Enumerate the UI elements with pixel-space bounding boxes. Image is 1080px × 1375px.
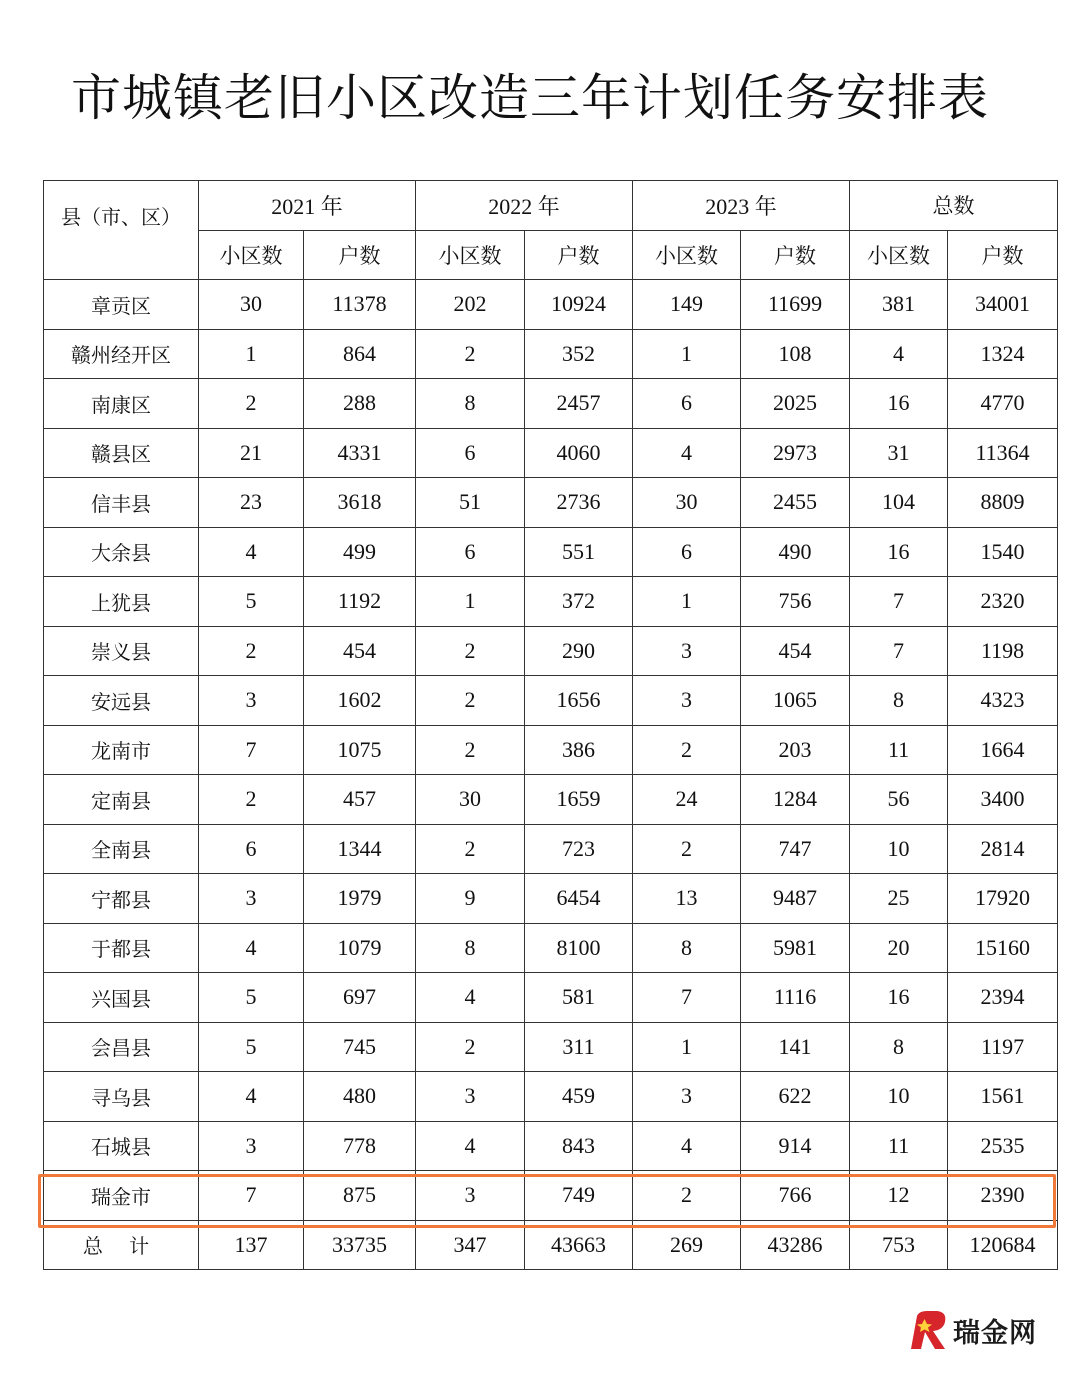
communities-cell: 16	[850, 973, 948, 1023]
communities-cell: 2	[633, 725, 741, 775]
households-header: 户数	[948, 230, 1058, 280]
communities-cell: 16	[850, 527, 948, 577]
households-cell: 43286	[741, 1220, 850, 1270]
logo-text: 瑞金网	[953, 1317, 1037, 1349]
county-name: 南康区	[44, 379, 199, 429]
communities-cell: 2	[416, 1022, 525, 1072]
households-cell: 778	[304, 1121, 416, 1171]
site-logo	[905, 1308, 1037, 1352]
communities-cell: 347	[416, 1220, 525, 1270]
communities-cell: 7	[199, 1171, 304, 1221]
households-cell: 1540	[948, 527, 1058, 577]
communities-cell: 6	[633, 379, 741, 429]
households-cell: 11378	[304, 280, 416, 330]
communities-cell: 7	[633, 973, 741, 1023]
households-cell: 1659	[525, 775, 633, 825]
communities-cell: 6	[633, 527, 741, 577]
households-cell: 108	[741, 329, 850, 379]
communities-cell: 8	[416, 923, 525, 973]
communities-cell: 2	[416, 824, 525, 874]
households-cell: 311	[525, 1022, 633, 1072]
households-cell: 756	[741, 577, 850, 627]
county-name: 大余县	[44, 527, 199, 577]
households-cell: 581	[525, 973, 633, 1023]
table-row	[44, 973, 1058, 1023]
communities-cell: 2	[199, 626, 304, 676]
households-cell: 914	[741, 1121, 850, 1171]
table-row	[44, 626, 1058, 676]
communities-cell: 1	[416, 577, 525, 627]
households-cell: 1344	[304, 824, 416, 874]
communities-cell: 11	[850, 725, 948, 775]
households-cell: 490	[741, 527, 850, 577]
communities-cell: 4	[199, 1072, 304, 1122]
households-cell: 3400	[948, 775, 1058, 825]
households-cell: 386	[525, 725, 633, 775]
communities-cell: 51	[416, 478, 525, 528]
households-cell: 1075	[304, 725, 416, 775]
communities-cell: 1	[633, 329, 741, 379]
households-cell: 745	[304, 1022, 416, 1072]
table-row	[44, 1171, 1058, 1221]
households-cell: 766	[741, 1171, 850, 1221]
communities-cell: 8	[633, 923, 741, 973]
households-cell: 499	[304, 527, 416, 577]
households-cell: 2973	[741, 428, 850, 478]
communities-cell: 3	[199, 874, 304, 924]
households-cell: 120684	[948, 1220, 1058, 1270]
households-cell: 864	[304, 329, 416, 379]
communities-cell: 12	[850, 1171, 948, 1221]
communities-cell: 10	[850, 1072, 948, 1122]
households-cell: 4770	[948, 379, 1058, 429]
table-row	[44, 1121, 1058, 1171]
communities-cell: 4	[633, 428, 741, 478]
communities-cell: 1	[633, 1022, 741, 1072]
households-cell: 5981	[741, 923, 850, 973]
table-row	[44, 527, 1058, 577]
communities-cell: 4	[199, 923, 304, 973]
communities-cell: 2	[416, 626, 525, 676]
county-name: 安远县	[44, 676, 199, 726]
communities-header: 小区数	[633, 230, 741, 280]
households-cell: 2394	[948, 973, 1058, 1023]
communities-cell: 4	[416, 1121, 525, 1171]
communities-cell: 2	[416, 725, 525, 775]
households-cell: 290	[525, 626, 633, 676]
county-name: 赣州经开区	[44, 329, 199, 379]
communities-cell: 23	[199, 478, 304, 528]
communities-cell: 2	[199, 775, 304, 825]
communities-header: 小区数	[416, 230, 525, 280]
households-header: 户数	[304, 230, 416, 280]
table-row	[44, 775, 1058, 825]
table-row	[44, 379, 1058, 429]
households-cell: 33735	[304, 1220, 416, 1270]
households-cell: 8100	[525, 923, 633, 973]
households-cell: 454	[304, 626, 416, 676]
communities-cell: 30	[633, 478, 741, 528]
total-row	[44, 1220, 1058, 1270]
county-name: 宁都县	[44, 874, 199, 924]
households-cell: 3618	[304, 478, 416, 528]
county-name: 龙南市	[44, 725, 199, 775]
households-cell: 697	[304, 973, 416, 1023]
communities-cell: 2	[633, 1171, 741, 1221]
households-cell: 2390	[948, 1171, 1058, 1221]
county-name: 于都县	[44, 923, 199, 973]
county-name: 章贡区	[44, 280, 199, 330]
communities-cell: 5	[199, 1022, 304, 1072]
communities-cell: 1	[633, 577, 741, 627]
households-cell: 4331	[304, 428, 416, 478]
communities-cell: 3	[633, 626, 741, 676]
communities-cell: 9	[416, 874, 525, 924]
table-row	[44, 1072, 1058, 1122]
communities-cell: 381	[850, 280, 948, 330]
total-label: 总 计	[44, 1220, 199, 1270]
communities-cell: 7	[850, 577, 948, 627]
households-cell: 10924	[525, 280, 633, 330]
households-cell: 749	[525, 1171, 633, 1221]
households-cell: 2736	[525, 478, 633, 528]
households-cell: 622	[741, 1072, 850, 1122]
households-cell: 480	[304, 1072, 416, 1122]
communities-cell: 7	[199, 725, 304, 775]
communities-cell: 16	[850, 379, 948, 429]
households-cell: 2025	[741, 379, 850, 429]
households-cell: 11364	[948, 428, 1058, 478]
households-cell: 2455	[741, 478, 850, 528]
county-name: 会昌县	[44, 1022, 199, 1072]
households-cell: 1116	[741, 973, 850, 1023]
table-row	[44, 329, 1058, 379]
communities-cell: 11	[850, 1121, 948, 1171]
communities-cell: 4	[850, 329, 948, 379]
communities-cell: 6	[199, 824, 304, 874]
total-header: 总数	[850, 181, 1058, 231]
communities-cell: 20	[850, 923, 948, 973]
communities-cell: 3	[416, 1072, 525, 1122]
households-cell: 2320	[948, 577, 1058, 627]
county-name: 赣县区	[44, 428, 199, 478]
communities-cell: 30	[416, 775, 525, 825]
households-cell: 1192	[304, 577, 416, 627]
households-cell: 4323	[948, 676, 1058, 726]
households-cell: 6454	[525, 874, 633, 924]
households-cell: 1284	[741, 775, 850, 825]
communities-cell: 8	[850, 676, 948, 726]
households-cell: 1979	[304, 874, 416, 924]
table-row	[44, 280, 1058, 330]
county-column-header: 县（市、区）	[44, 181, 199, 280]
county-name: 瑞金市	[44, 1171, 199, 1221]
communities-cell: 8	[850, 1022, 948, 1072]
plan-table	[43, 180, 1058, 1270]
households-cell: 1324	[948, 329, 1058, 379]
communities-cell: 25	[850, 874, 948, 924]
table-row	[44, 478, 1058, 528]
communities-cell: 24	[633, 775, 741, 825]
households-cell: 203	[741, 725, 850, 775]
households-cell: 17920	[948, 874, 1058, 924]
communities-cell: 137	[199, 1220, 304, 1270]
households-header: 户数	[525, 230, 633, 280]
communities-cell: 104	[850, 478, 948, 528]
households-cell: 1664	[948, 725, 1058, 775]
county-name: 定南县	[44, 775, 199, 825]
households-cell: 1656	[525, 676, 633, 726]
households-cell: 4060	[525, 428, 633, 478]
table-row	[44, 824, 1058, 874]
households-cell: 459	[525, 1072, 633, 1122]
communities-cell: 6	[416, 428, 525, 478]
communities-cell: 56	[850, 775, 948, 825]
communities-cell: 2	[416, 329, 525, 379]
households-cell: 1561	[948, 1072, 1058, 1122]
year-2021-header: 2021 年	[199, 181, 416, 231]
households-cell: 372	[525, 577, 633, 627]
page-title: 市城镇老旧小区改造三年计划任务安排表	[71, 69, 989, 127]
households-cell: 15160	[948, 923, 1058, 973]
households-cell: 8809	[948, 478, 1058, 528]
communities-cell: 753	[850, 1220, 948, 1270]
year-2023-header: 2023 年	[633, 181, 850, 231]
households-cell: 2457	[525, 379, 633, 429]
households-cell: 1602	[304, 676, 416, 726]
county-name: 全南县	[44, 824, 199, 874]
communities-cell: 4	[416, 973, 525, 1023]
communities-cell: 8	[416, 379, 525, 429]
communities-cell: 2	[633, 824, 741, 874]
table-row	[44, 428, 1058, 478]
households-cell: 457	[304, 775, 416, 825]
households-cell: 2535	[948, 1121, 1058, 1171]
communities-cell: 3	[633, 1072, 741, 1122]
communities-cell: 149	[633, 280, 741, 330]
households-cell: 875	[304, 1171, 416, 1221]
communities-cell: 3	[633, 676, 741, 726]
communities-cell: 7	[850, 626, 948, 676]
table-row	[44, 676, 1058, 726]
households-cell: 288	[304, 379, 416, 429]
table-row	[44, 923, 1058, 973]
households-cell: 9487	[741, 874, 850, 924]
year-2022-header: 2022 年	[416, 181, 633, 231]
households-cell: 843	[525, 1121, 633, 1171]
households-cell: 43663	[525, 1220, 633, 1270]
communities-header: 小区数	[199, 230, 304, 280]
county-name: 兴国县	[44, 973, 199, 1023]
households-cell: 34001	[948, 280, 1058, 330]
households-cell: 11699	[741, 280, 850, 330]
communities-cell: 3	[199, 1121, 304, 1171]
communities-cell: 202	[416, 280, 525, 330]
county-name: 信丰县	[44, 478, 199, 528]
households-cell: 1197	[948, 1022, 1058, 1072]
table-row	[44, 577, 1058, 627]
communities-cell: 5	[199, 973, 304, 1023]
county-name: 石城县	[44, 1121, 199, 1171]
households-cell: 141	[741, 1022, 850, 1072]
table-row	[44, 725, 1058, 775]
communities-cell: 269	[633, 1220, 741, 1270]
communities-cell: 4	[199, 527, 304, 577]
table-row	[44, 1022, 1058, 1072]
county-name: 上犹县	[44, 577, 199, 627]
logo-mark-icon	[905, 1308, 951, 1352]
county-name: 寻乌县	[44, 1072, 199, 1122]
households-cell: 1198	[948, 626, 1058, 676]
communities-cell: 3	[416, 1171, 525, 1221]
households-cell: 1079	[304, 923, 416, 973]
households-cell: 1065	[741, 676, 850, 726]
households-cell: 454	[741, 626, 850, 676]
table-row	[44, 874, 1058, 924]
communities-cell: 4	[633, 1121, 741, 1171]
communities-cell: 21	[199, 428, 304, 478]
communities-cell: 1	[199, 329, 304, 379]
communities-header: 小区数	[850, 230, 948, 280]
communities-cell: 2	[416, 676, 525, 726]
communities-cell: 3	[199, 676, 304, 726]
households-cell: 2814	[948, 824, 1058, 874]
communities-cell: 2	[199, 379, 304, 429]
county-name: 崇义县	[44, 626, 199, 676]
communities-cell: 6	[416, 527, 525, 577]
households-cell: 747	[741, 824, 850, 874]
households-cell: 352	[525, 329, 633, 379]
communities-cell: 13	[633, 874, 741, 924]
communities-cell: 5	[199, 577, 304, 627]
households-cell: 551	[525, 527, 633, 577]
communities-cell: 30	[199, 280, 304, 330]
communities-cell: 31	[850, 428, 948, 478]
households-header: 户数	[741, 230, 850, 280]
communities-cell: 10	[850, 824, 948, 874]
households-cell: 723	[525, 824, 633, 874]
